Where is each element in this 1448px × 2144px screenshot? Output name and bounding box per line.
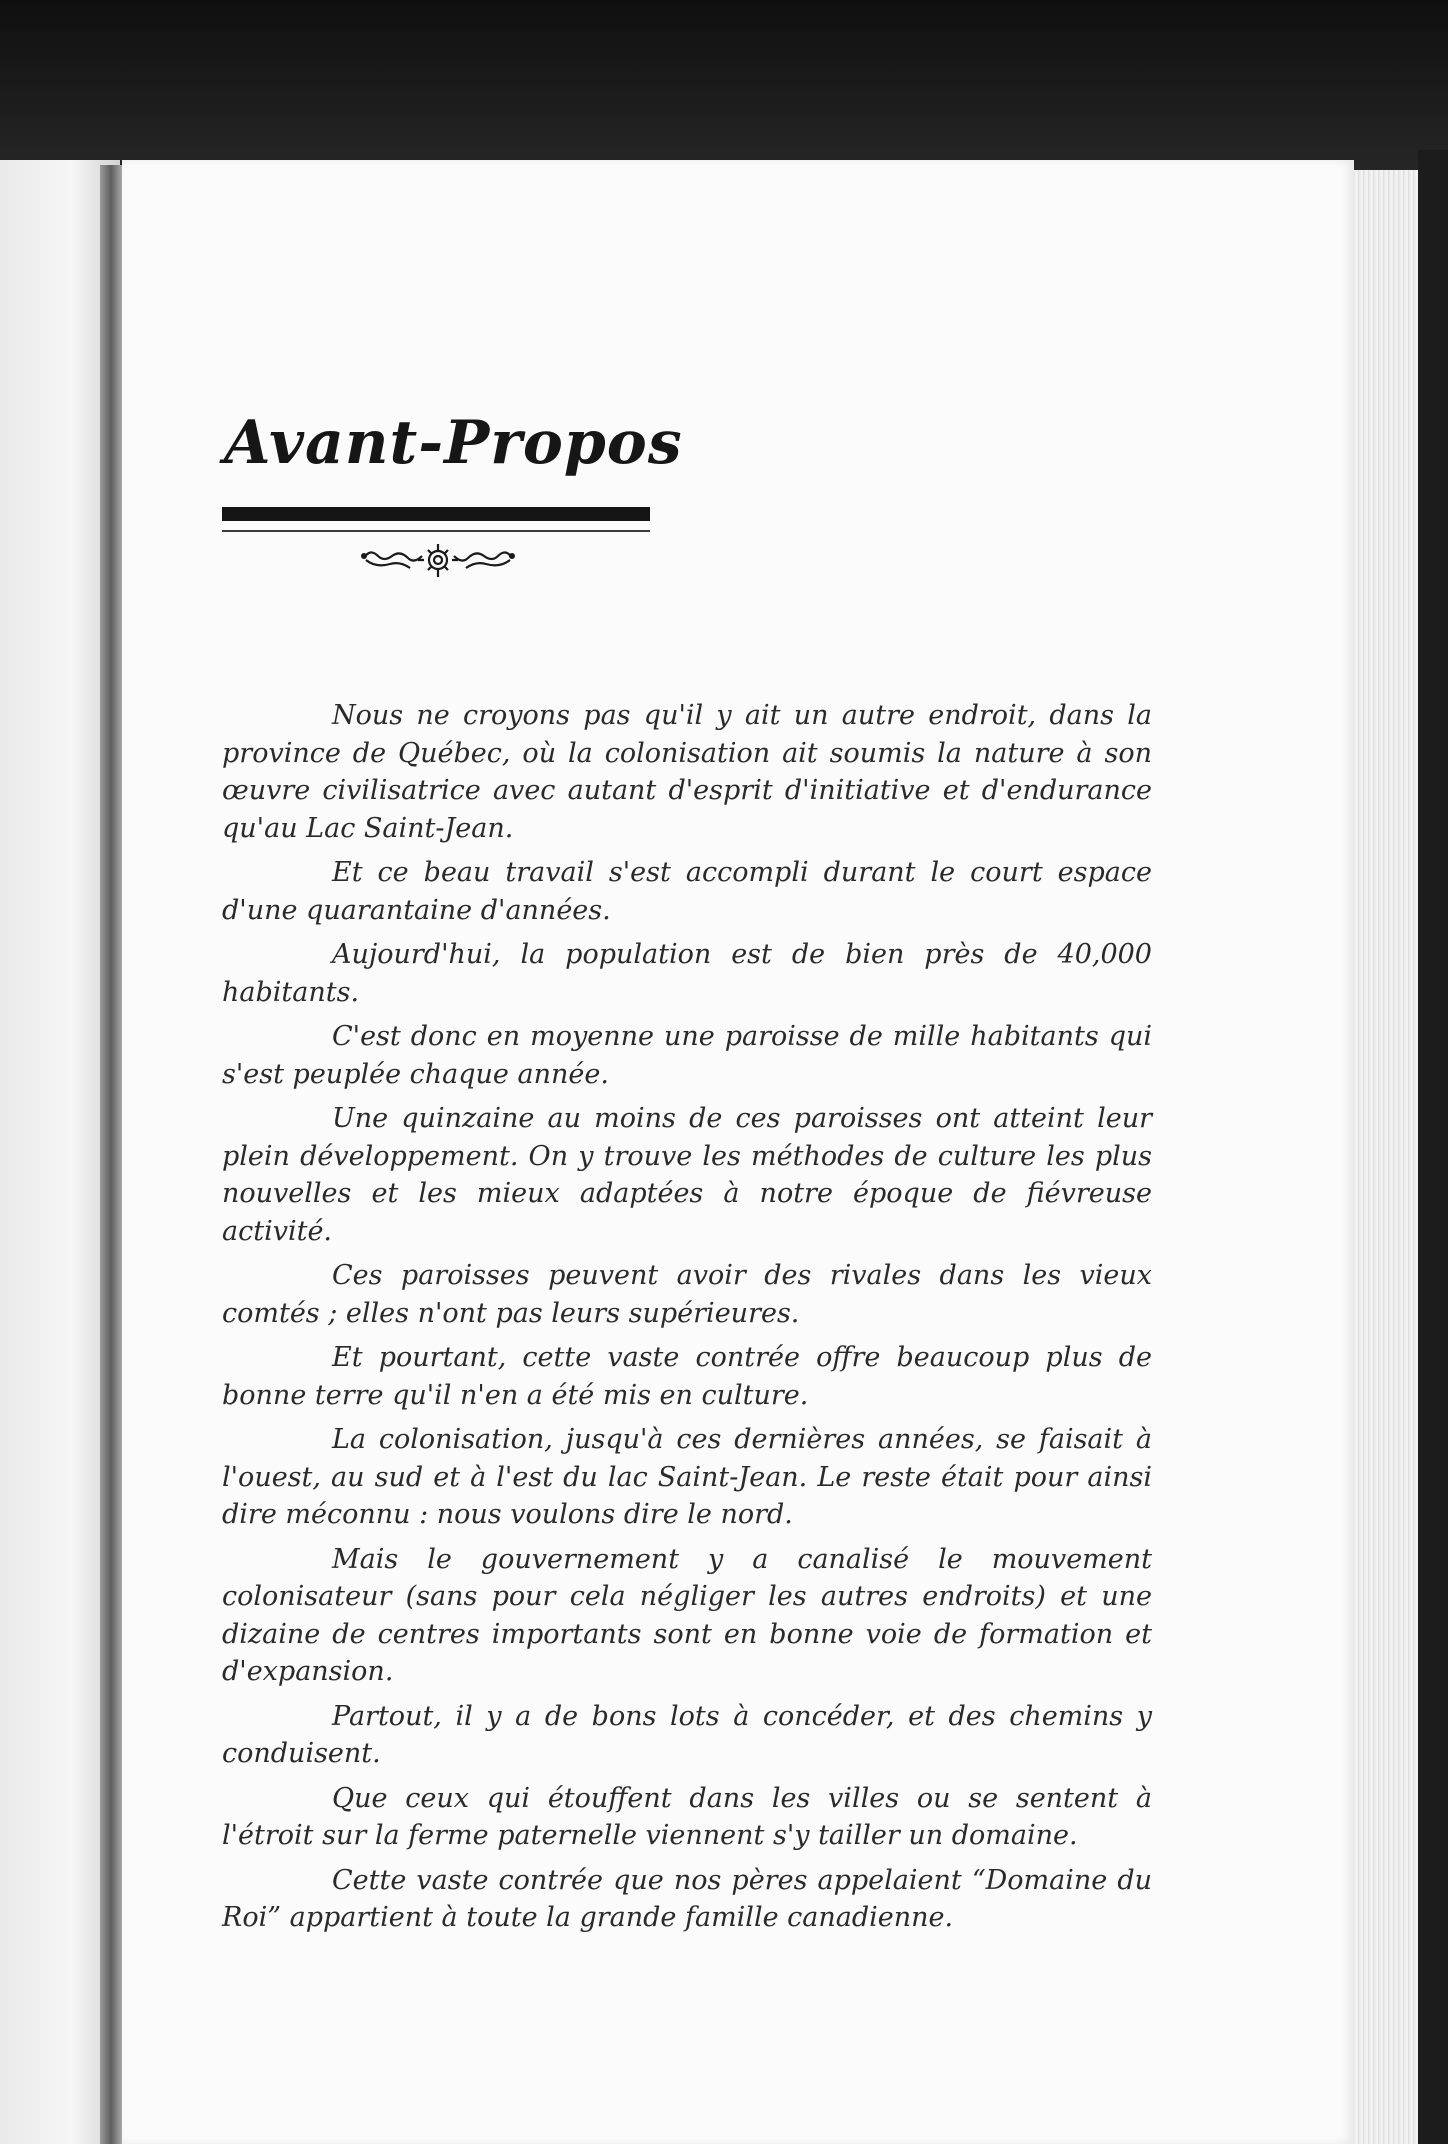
paragraph-3: Aujourd'hui, la population est de bien près de 40,000 habitants. bbox=[222, 939, 1152, 1008]
paragraph-5: Une quinzaine au moins de ces paroisses ont atteint leur plein développement. On y trouve les méthodes de culture les plus nouvelles et les mieux adaptées à notre époque de fiévreuse activité. bbox=[222, 1103, 1152, 1247]
paragraph-7: Et pourtant, cette vaste contrée offre beaucoup plus de bonne terre qu'il n'en a été mis en culture. bbox=[222, 1342, 1152, 1411]
paragraph-8: La colonisation, jusqu'à ces dernières années, se faisait à l'ouest, au sud et à l'est du lac Saint-Jean. Le reste était pour ainsi dire méconnu : nous voulons dire le nord. bbox=[222, 1424, 1152, 1530]
paragraph-12: Cette vaste contrée que nos pères appelaient “Domaine du Roi” appartient à toute la grande famille canadienne. bbox=[222, 1864, 1152, 1933]
scan-background-top bbox=[0, 0, 1448, 170]
paragraph-11: Que ceux qui étouffent dans les villes ou se sentent à l'étroit sur la ferme paternelle viennent s'y tailler un domaine. bbox=[222, 1782, 1152, 1851]
paragraph-10: Partout, il y a de bons lots à concéder, et des chemins y conduisent. bbox=[222, 1700, 1152, 1769]
page-title: Avant-Propos bbox=[224, 408, 683, 478]
scroll-ornament-icon bbox=[358, 538, 518, 582]
paragraph-9: Mais le gouvernement y a canalisé le mouvement colonisateur (sans pour cela négliger les autres endroits) et une dizaine de centres importants sont en bonne voie de formation et d'expansion. bbox=[222, 1543, 1152, 1687]
paragraph-4: C'est donc en moyenne une paroisse de mille habitants qui s'est peuplée chaque année. bbox=[222, 1021, 1152, 1090]
paragraph-6: Ces paroisses peuvent avoir des rivales dans les vieux comtés ; elles n'ont pas leurs supérieures. bbox=[222, 1260, 1152, 1329]
paragraph-1: Nous ne croyons pas qu'il y ait un autre endroit, dans la province de Québec, où la colonisation ait soumis la nature à son œuvre civilisatrice avec autant d'esprit d'initiative et d'endurance qu'au Lac Saint-Jean. bbox=[222, 700, 1152, 844]
title-rule-thin bbox=[222, 530, 650, 532]
foreword-text bbox=[222, 697, 1152, 1944]
scan-background-right bbox=[1418, 150, 1448, 2144]
page-edges bbox=[1354, 170, 1418, 2144]
book-gutter bbox=[100, 165, 122, 2144]
title-rule-thick bbox=[222, 507, 650, 521]
paragraph-2: Et ce beau travail s'est accompli durant le court espace d'une quarantaine d'années. bbox=[222, 857, 1152, 926]
